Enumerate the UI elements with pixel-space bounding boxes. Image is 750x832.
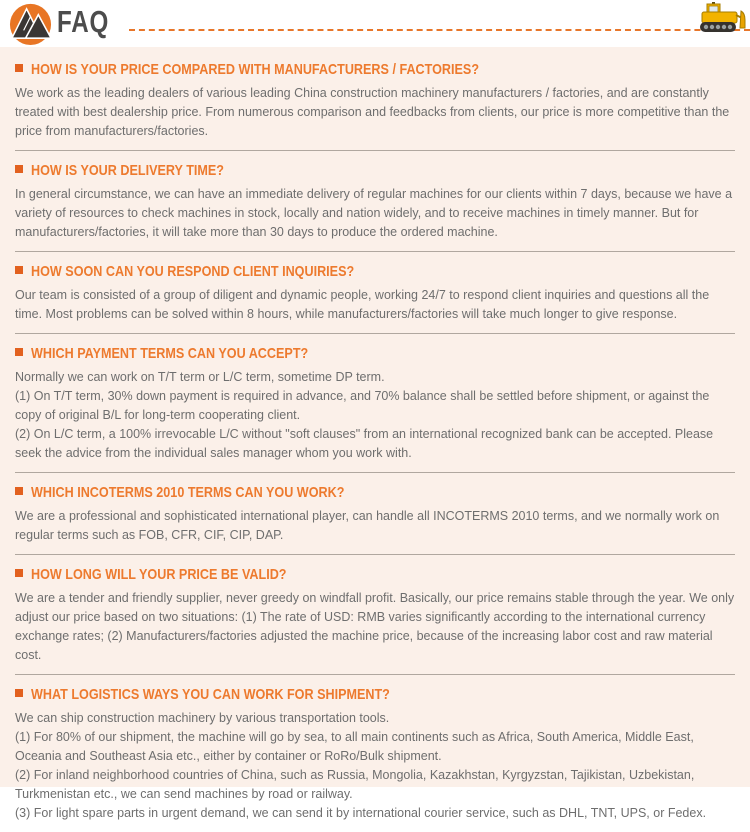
faq-answer: We are a professional and sophisticated international player, can handle all INCOTERMS 2010 terms, and we normally work on regular terms such as FOB, CFR, CIF, CIP, DAP. (15, 509, 720, 542)
faq-answer: We work as the leading dealers of various leading China construction machinery manufacturers / factories, and are constantly treated with best dealership price. From numerous comparison and feedbacks from clients, our price is more competitive than the price from manufacturers/factories. (15, 86, 730, 138)
faq-question-text: HOW SOON CAN YOU RESPOND CLIENT INQUIRIES? (31, 263, 355, 280)
bulldozer-icon (697, 1, 746, 34)
faq-question (15, 162, 735, 179)
faq-question-text: HOW IS YOUR PRICE COMPARED WITH MANUFACTURERS / FACTORIES? (31, 61, 480, 78)
faq-answer: We can ship construction machinery by various transportation tools. (15, 711, 390, 725)
faq-answer: Our team is consisted of a group of diligent and dynamic people, working 24/7 to respond client inquiries and questions all the time. Most problems can be solved within 8 hours, while manufacturers/factories will take much longer to give response. (15, 288, 710, 321)
square-bullet-icon (15, 487, 23, 495)
faq-section-logistics (15, 675, 735, 832)
faq-answer: (3) For light spare parts in urgent demand, we can send it by international courier service, such as DHL, TNT, UPS, or Fedex. (15, 806, 707, 820)
square-bullet-icon (15, 266, 23, 274)
page-header (0, 0, 750, 47)
mountain-logo-icon (8, 1, 53, 46)
faq-question (15, 566, 735, 583)
faq-question (15, 263, 735, 280)
faq-section-respond-inquiries (15, 252, 735, 334)
faq-question-text: WHICH PAYMENT TERMS CAN YOU ACCEPT? (31, 345, 309, 362)
faq-section-payment-terms (15, 334, 735, 473)
faq-question-text: HOW IS YOUR DELIVERY TIME? (31, 162, 224, 179)
faq-section-price (15, 50, 735, 151)
faq-question-text: WHICH INCOTERMS 2010 TERMS CAN YOU WORK? (31, 484, 345, 501)
faq-answer: (1) For 80% of our shipment, the machine will go by sea, to all main continents such as Africa, South America, Middle East, Oceania and Southeast Asia etc., either by container or RoRo/Bulk shipment. (15, 730, 694, 763)
faq-answer: In general circumstance, we can have an immediate delivery of regular machines for our clients within 7 days, because we have a variety of resources to check machines in stock, locally and nation widely, and to receive machines in timely manner. But for manufacturers/factories, it will take more than 30 days to produce the ordered machine. (15, 187, 733, 239)
faq-question-text: HOW LONG WILL YOUR PRICE BE VALID? (31, 566, 287, 583)
faq-section-incoterms (15, 473, 735, 555)
square-bullet-icon (15, 64, 23, 72)
faq-answer: (1) On T/T term, 30% down payment is required in advance, and 70% balance shall be settled before shipment, or against the copy of original B/L for long-term cooperating client. (15, 389, 710, 422)
faq-answer: (2) For inland neighborhood countries of China, such as Russia, Mongolia, Kazakhstan, Kyrgyzstan, Tajikistan, Uzbekistan, Turkmenistan etc., we can send machines by road or railway. (15, 768, 695, 801)
faq-answer: We are a tender and friendly supplier, never greedy on windfall profit. Basically, our price remains stable through the year. We only adjust our price based on two situations: (1) The rate of USD: RMB varies significantly according to the international currency exchange rates; (2) Manufacturers/factories adjusted the machine price, because of the increasing labor cost and raw material cost. (15, 591, 735, 662)
faq-section-delivery-time (15, 151, 735, 252)
faq-section-price-valid (15, 555, 735, 675)
faq-answer: Normally we can work on T/T term or L/C term, sometime DP term. (15, 370, 385, 384)
faq-question (15, 61, 735, 78)
square-bullet-icon (15, 569, 23, 577)
faq-question (15, 686, 735, 703)
faq-question (15, 484, 735, 501)
square-bullet-icon (15, 689, 23, 697)
square-bullet-icon (15, 165, 23, 173)
page-title: FAQ (57, 4, 110, 39)
faq-question (15, 345, 735, 362)
faq-answer: (2) On L/C term, a 100% irrevocable L/C without "soft clauses" from an international recognized bank can be accepted. Please seek the advice from the individual sales manager whom you work with. (15, 427, 714, 460)
faq-content (0, 47, 750, 820)
faq-question-text: WHAT LOGISTICS WAYS YOU CAN WORK FOR SHIPMENT? (31, 686, 390, 703)
dashed-divider (129, 29, 750, 31)
square-bullet-icon (15, 348, 23, 356)
